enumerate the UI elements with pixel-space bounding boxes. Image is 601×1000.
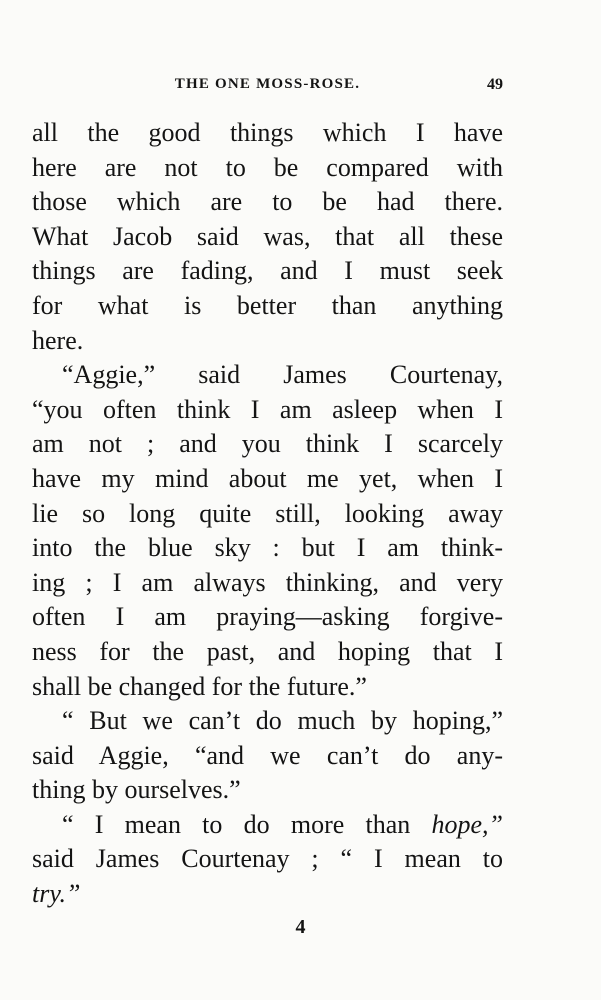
text-line — [32, 877, 503, 912]
text-fragment: “ I mean to do more than — [62, 809, 432, 839]
text-line: thing by ourselves.” — [32, 775, 241, 805]
text-line: things are fading, and I must seek — [32, 256, 503, 286]
signature-mark: 4 — [295, 916, 306, 938]
text-line — [32, 808, 503, 843]
text-line: often I am praying—asking forgive- — [32, 602, 503, 632]
text-line: “ But we can’t do much by hoping,” — [62, 706, 503, 736]
text-line: here. — [32, 325, 84, 355]
text-line: “Aggie,” said James Courtenay, — [62, 360, 503, 390]
text-line: into the blue sky : but I am think- — [32, 533, 503, 563]
page-number: 49 — [487, 76, 503, 93]
text-line: here are not to be compared with — [32, 152, 503, 182]
text-line: for what is better than anything — [32, 290, 503, 320]
text-line: shall be changed for the future.” — [32, 671, 367, 701]
text-line: am not ; and you think I scarcely — [32, 429, 503, 459]
text-line: ing ; I am always thinking, and very — [32, 567, 503, 597]
text-line: said Aggie, “and we can’t do any- — [32, 740, 503, 770]
text-line: What Jacob said was, that all these — [32, 221, 503, 251]
body-text — [32, 116, 503, 912]
running-head — [32, 76, 503, 100]
text-line: all the good things which I have — [32, 118, 503, 147]
running-title: THE ONE MOSS-ROSE. — [174, 76, 361, 92]
text-line: said James Courtenay ; “ I mean to — [32, 844, 503, 874]
italic-word: try.” — [32, 879, 81, 909]
text-line: those which are to be had there. — [32, 187, 503, 217]
text-line: lie so long quite still, looking away — [32, 498, 503, 528]
text-line: have my mind about me yet, when I — [32, 463, 503, 493]
italic-word: hope,” — [431, 809, 503, 839]
text-line: “you often think I am asleep when I — [32, 394, 503, 424]
text-line: ness for the past, and hoping that I — [32, 636, 503, 666]
